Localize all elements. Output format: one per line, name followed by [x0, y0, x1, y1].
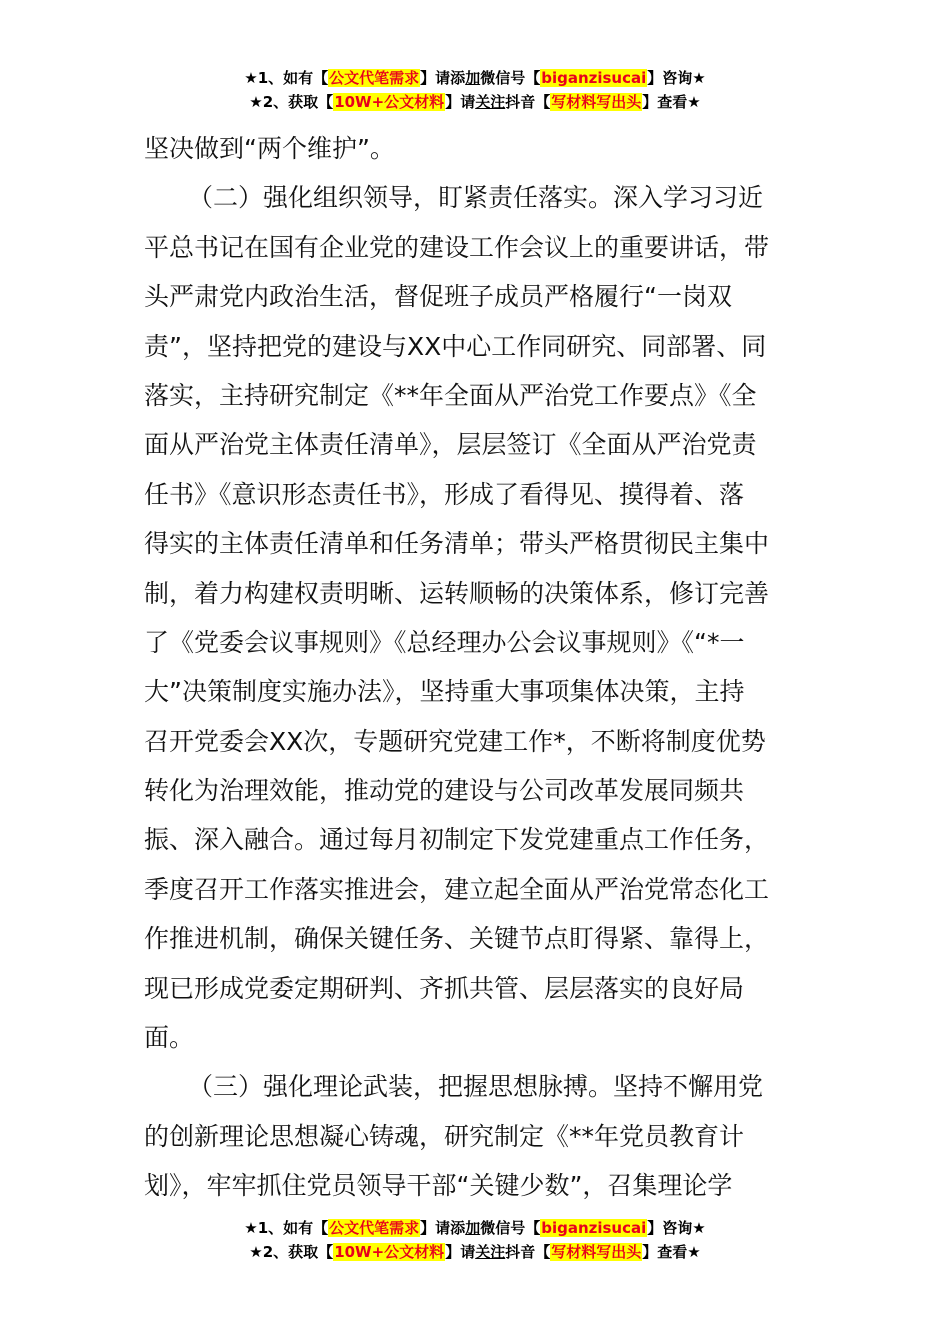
notice-text: 】请添	[420, 1219, 466, 1237]
notice-text: 】请添	[420, 69, 466, 87]
underlined-text: 关注	[475, 93, 506, 111]
body-line: 的创新理论思想凝心铸魂，研究制定《**年党员教育计	[144, 1121, 745, 1151]
highlight-text: 10W+公文材料	[334, 1243, 445, 1261]
notice-text: 】咨询★	[647, 1219, 706, 1237]
body-line: 坚决做到“两个维护”。	[144, 134, 395, 163]
body-line: 面。	[144, 1023, 195, 1053]
footer-notice-line-1	[0, 1216, 950, 1240]
highlight-text: 公文代笔需求	[329, 1219, 420, 1237]
body-line: 制，着力构建权责明晰、运转顺畅的决策体系，修订完善	[144, 578, 770, 608]
body-line: 振、深入融合。通过每月初制定下发党建重点工作任务，	[144, 825, 770, 855]
notice-text: 】请	[445, 1243, 476, 1261]
body-line: 召开党委会XX次，专题研究党建工作*，不断将制度优势	[144, 726, 766, 756]
header-notice-line-1	[0, 66, 950, 90]
notice-text: 抖音【	[505, 93, 551, 111]
header-notice	[0, 66, 950, 114]
notice-text: 】咨询★	[647, 69, 706, 87]
body-line: 面从严治党主体责任清单》，层层签订《全面从严治党责	[144, 430, 757, 460]
footer-notice	[0, 1216, 950, 1264]
highlight-text: biganzisucai	[541, 1219, 647, 1237]
body-line: 平总书记在国有企业党的建设工作会议上的重要讲话，带	[144, 232, 770, 262]
body-line: 大”决策制度实施办法》，坚持重大事项集体决策，主持	[144, 677, 745, 707]
body-line: 责”，坚持把党的建设与XX中心工作同研究、同部署、同	[144, 331, 767, 361]
highlight-text: 写材料写出头	[551, 93, 642, 111]
body-line: 转化为治理效能，推动党的建设与公司改革发展同频共	[144, 776, 745, 806]
highlight-text: biganzisucai	[541, 69, 647, 87]
body-line: 了《党委会议事规则》《总经理办公会议事规则》《“*一	[144, 627, 745, 657]
notice-text: ★2、获取【	[249, 93, 334, 111]
body-line: 季度召开工作落实推进会，建立起全面从严治党常态化工	[144, 874, 770, 904]
paragraph-heading-line: （二）强化组织领导，盯紧责任落实。深入学习习近	[188, 183, 764, 213]
notice-text: 】请	[445, 93, 476, 111]
notice-text: 微信号【	[480, 69, 541, 87]
notice-text: 】查看★	[642, 93, 701, 111]
highlight-text: 10W+公文材料	[334, 93, 445, 111]
underlined-text: 关注	[475, 1243, 506, 1261]
notice-text: ★1、如有【	[244, 69, 329, 87]
highlight-text: 公文代笔需求	[329, 69, 420, 87]
notice-text: 微信号【	[480, 1219, 541, 1237]
body-line: 落实，主持研究制定《**年全面从严治党工作要点》《全	[144, 380, 757, 410]
highlight-text: 写材料写出头	[551, 1243, 642, 1261]
header-notice-line-2	[0, 90, 950, 114]
body-line: 现已形成党委定期研判、齐抓共管、层层落实的良好局	[144, 973, 745, 1003]
notice-text: 】查看★	[642, 1243, 701, 1261]
body-line: 作推进机制，确保关键任务、关键节点盯得紧、靠得上，	[144, 924, 770, 954]
underlined-text: 加	[465, 1219, 481, 1237]
body-line: 任书》《意识形态责任书》，形成了看得见、摸得着、落	[144, 479, 745, 509]
paragraph-heading-line: （三）强化理论武装，把握思想脉搏。坚持不懈用党	[188, 1072, 764, 1102]
notice-text: 抖音【	[505, 1243, 551, 1261]
notice-text: ★2、获取【	[249, 1243, 334, 1261]
footer-notice-line-2	[0, 1240, 950, 1264]
body-line: 得实的主体责任清单和任务清单；带头严格贯彻民主集中	[144, 529, 770, 559]
notice-text: ★1、如有【	[244, 1219, 329, 1237]
body-line: 划》，牢牢抓住党员领导干部“关键少数”，召集理论学	[144, 1171, 733, 1201]
document-body	[144, 124, 808, 1211]
body-line: 头严肃党内政治生活，督促班子成员严格履行“一岗双	[144, 282, 732, 312]
underlined-text: 加	[465, 69, 481, 87]
